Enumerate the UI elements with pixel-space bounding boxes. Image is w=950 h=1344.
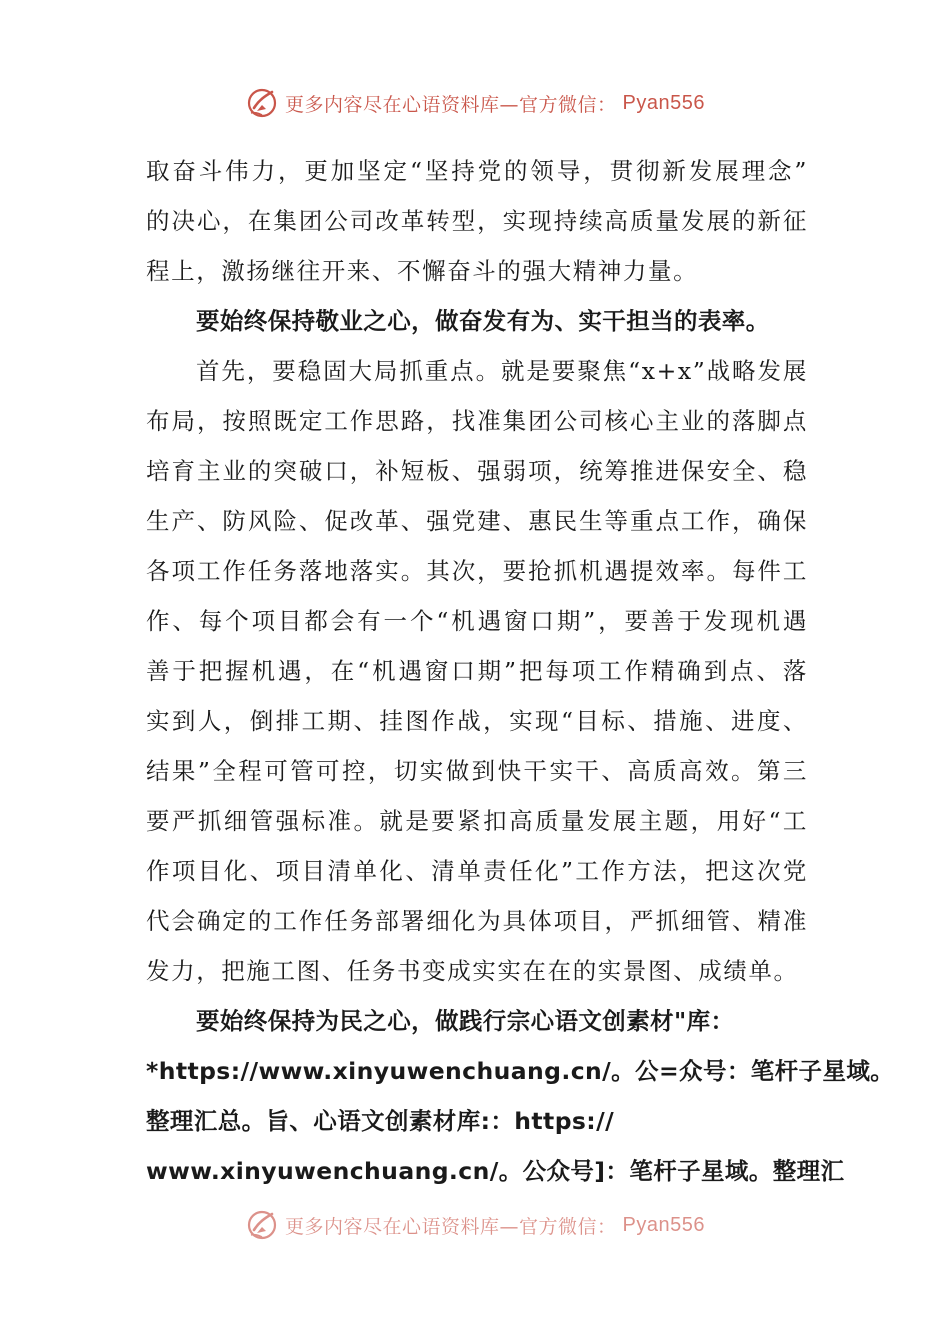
text-line: 各项工作任务落地落实。其次，要抢抓机遇提效率。每件工 (146, 557, 808, 585)
text-line: 的决心，在集团公司改革转型，实现持续高质量发展的新征 (146, 207, 808, 235)
text-line: 培育主业的突破口，补短板、强弱项，统筹推进保安全、稳 (146, 457, 808, 485)
text-line: 发力，把施工图、任务书变成实实在在的实景图、成绩单。 (146, 957, 799, 985)
watermark-account: Pyan556 (622, 91, 705, 114)
text-line: 程上，激扬继往开来、不懈奋斗的强大精神力量。 (146, 257, 699, 285)
pen-logo-icon (245, 86, 279, 120)
section-heading (146, 296, 808, 346)
text-line: 生产、防风险、促改革、强党建、惠民生等重点工作，确保 (146, 507, 808, 535)
heading-line: 要始终保持为民之心，做践行宗心语文创素材"库： (196, 1007, 735, 1035)
section-heading-mixed (146, 996, 895, 1196)
text-line: 要严抓细管强标准。就是要紧扣高质量发展主题，用好“工 (146, 807, 808, 835)
text-line: 布局，按照既定工作思路，找准集团公司核心主业的落脚点 (146, 407, 808, 435)
text-line: 结果”全程可管可控，切实做到快干实干、高质高效。第三 (146, 757, 808, 785)
text-line: 作项目化、项目清单化、清单责任化”工作方法，把这次党 (146, 857, 808, 885)
text-line: www.xinyuwenchuang.cn/。公众号]：笔杆子星域。整理汇 (146, 1157, 845, 1185)
paragraph (146, 146, 808, 296)
text-line: 善于把握机遇，在“机遇窗口期”把每项工作精确到点、落 (146, 657, 808, 685)
text-line: 代会确定的工作任务部署细化为具体项目，严抓细管、精准 (146, 907, 808, 935)
pen-logo-icon (245, 1208, 279, 1242)
text-line: 实到人，倒排工期、挂图作战，实现“目标、措施、进度、 (146, 707, 808, 735)
header-watermark (0, 86, 950, 120)
paragraph (146, 346, 808, 996)
text-line: 整理汇总。旨、心语文创素材库:：https:// (146, 1107, 615, 1135)
heading-line: 要始终保持敬业之心，做奋发有为、实干担当的表率。 (196, 307, 770, 335)
document-body (146, 146, 895, 1196)
text-line: 作、每个项目都会有一个“机遇窗口期”，要善于发现机遇 (146, 607, 808, 635)
text-line: 取奋斗伟力，更加坚定“坚持党的领导，贯彻新发展理念” (146, 157, 808, 185)
watermark-text: 更多内容尽在心语资料库—官方微信： (285, 93, 617, 116)
text-line: *https://www.xinyuwenchuang.cn/。公=众号：笔杆子星域。 (146, 1057, 895, 1085)
watermark-account: Pyan556 (622, 1213, 705, 1236)
watermark-text: 更多内容尽在心语资料库—官方微信： (285, 1215, 617, 1238)
text-line: 首先，要稳固大局抓重点。就是要聚焦“x+x”战略发展 (196, 357, 808, 385)
footer-watermark (0, 1208, 950, 1242)
